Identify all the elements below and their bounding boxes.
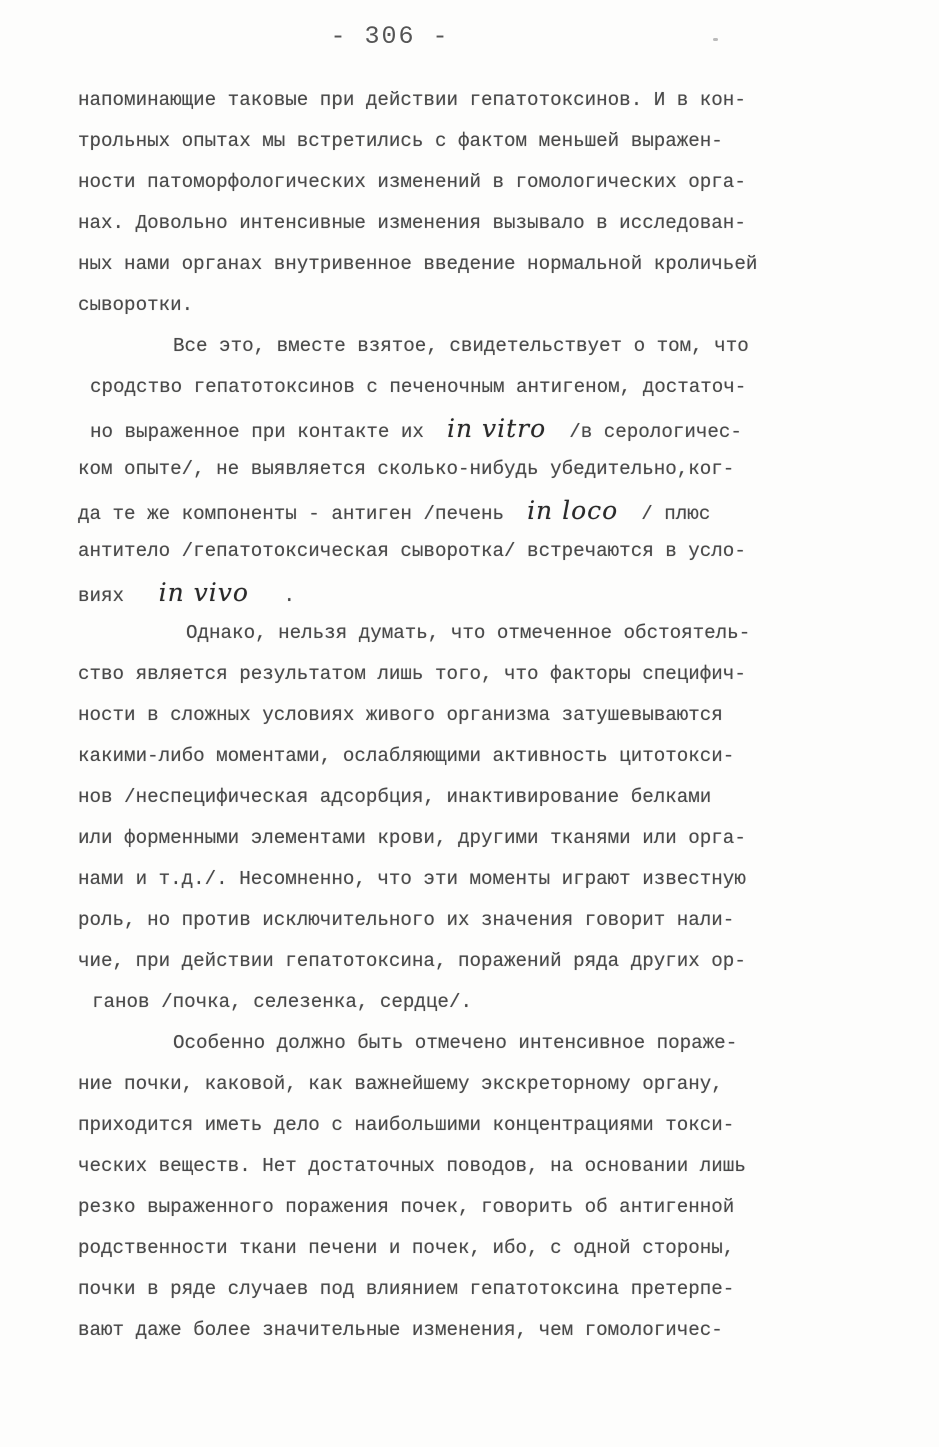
text-line xyxy=(78,777,898,818)
text-line xyxy=(78,818,898,859)
text-line xyxy=(78,367,898,408)
line-text: или форменными элементами крови, другими тканями или орга- xyxy=(78,827,746,849)
line-text: / плюс xyxy=(618,503,711,525)
line-text: Однако, нельзя думать, что отмеченное обстоятель- xyxy=(186,622,751,644)
text-line xyxy=(78,285,898,326)
text-line xyxy=(78,1023,898,1064)
line-text: ных нами органах внутривенное введение нормальной кроличьей xyxy=(78,253,758,275)
text-line xyxy=(78,244,898,285)
text-line xyxy=(78,1146,898,1187)
text-line xyxy=(78,859,898,900)
line-text: сыворотки. xyxy=(78,294,194,316)
text-line xyxy=(78,1105,898,1146)
line-text: напоминающие таковые при действии гепатотоксинов. И в кон- xyxy=(78,89,746,111)
text-line xyxy=(78,326,898,367)
line-text: ности в сложных условиях живого организма затушевываются xyxy=(78,704,723,726)
text-line xyxy=(78,695,898,736)
text-line xyxy=(78,736,898,777)
handwritten-latin-term: in vivo xyxy=(158,578,249,607)
line-text: трольных опытах мы встретились с фактом меньшей выражен- xyxy=(78,130,723,152)
line-text: ние почки, каковой, как важнейшему экскреторному органу, xyxy=(78,1073,723,1095)
line-text: ческих веществ. Нет достаточных поводов, на основании лишь xyxy=(78,1155,746,1177)
text-line xyxy=(78,490,898,531)
text-line xyxy=(78,982,898,1023)
text-line xyxy=(78,1310,898,1351)
line-text: сродство гепатотоксинов с печеночным антигеном, достаточ- xyxy=(90,376,747,398)
line-text: нами и т.д./. Несомненно, что эти моменты играют известную xyxy=(78,868,746,890)
text-line xyxy=(78,449,898,490)
line-text: /в серологичес- xyxy=(546,421,742,443)
text-line xyxy=(78,941,898,982)
line-text: какими-либо моментами, ослабляющими активность цитотокси- xyxy=(78,745,735,767)
line-text: вают даже более значительные изменения, чем гомологичес- xyxy=(78,1319,723,1341)
scan-speck xyxy=(713,38,718,41)
line-text: резко выраженного поражения почек, говорить об антигенной xyxy=(78,1196,735,1218)
text-line xyxy=(78,1269,898,1310)
text-line xyxy=(78,1064,898,1105)
text-line xyxy=(78,1187,898,1228)
text-line xyxy=(78,613,898,654)
text-line xyxy=(78,162,898,203)
line-text: но выраженное при контакте их xyxy=(90,421,447,443)
line-text: да те же компоненты - антиген /печень xyxy=(78,503,528,525)
text-line xyxy=(78,1228,898,1269)
line-text: нов /неспецифическая адсорбция, инактивирование белками xyxy=(78,786,712,808)
line-text: . xyxy=(248,585,296,607)
handwritten-latin-term: in vitro xyxy=(446,414,547,443)
line-text: ство является результатом лишь того, что факторы специфич- xyxy=(78,663,746,685)
line-text: ганов /почка, селезенка, сердце/. xyxy=(92,991,472,1013)
line-text: родственности ткани печени и почек, ибо, с одной стороны, xyxy=(78,1237,735,1259)
body-text xyxy=(78,80,898,1351)
line-text: роль, но против исключительного их значения говорит нали- xyxy=(78,909,735,931)
text-line xyxy=(78,80,898,121)
text-line xyxy=(78,203,898,244)
text-line xyxy=(78,121,898,162)
line-text: нах. Довольно интенсивные изменения вызывало в исследован- xyxy=(78,212,746,234)
text-line xyxy=(78,654,898,695)
page-number: - 306 - xyxy=(330,22,450,51)
line-text: Все это, вместе взятое, свидетельствует о том, что xyxy=(173,335,749,357)
line-text: антитело /гепатотоксическая сыворотка/ встречаются в усло- xyxy=(78,540,746,562)
text-line xyxy=(78,900,898,941)
line-text: виях xyxy=(78,585,159,607)
line-text: приходится иметь дело с наибольшими концентрациями токси- xyxy=(78,1114,735,1136)
line-text: ности патоморфологических изменений в гомологических орга- xyxy=(78,171,746,193)
text-line xyxy=(78,572,898,613)
text-line xyxy=(78,408,898,449)
line-text: чие, при действии гепатотоксина, поражений ряда других ор- xyxy=(78,950,746,972)
line-text: ком опыте/, не выявляется сколько-нибудь убедительно,ког- xyxy=(78,458,735,480)
line-text: почки в ряде случаев под влиянием гепатотоксина претерпе- xyxy=(78,1278,735,1300)
handwritten-latin-term: in loco xyxy=(527,496,619,525)
line-text: Особенно должно быть отмечено интенсивное пораже- xyxy=(173,1032,738,1054)
text-line xyxy=(78,531,898,572)
